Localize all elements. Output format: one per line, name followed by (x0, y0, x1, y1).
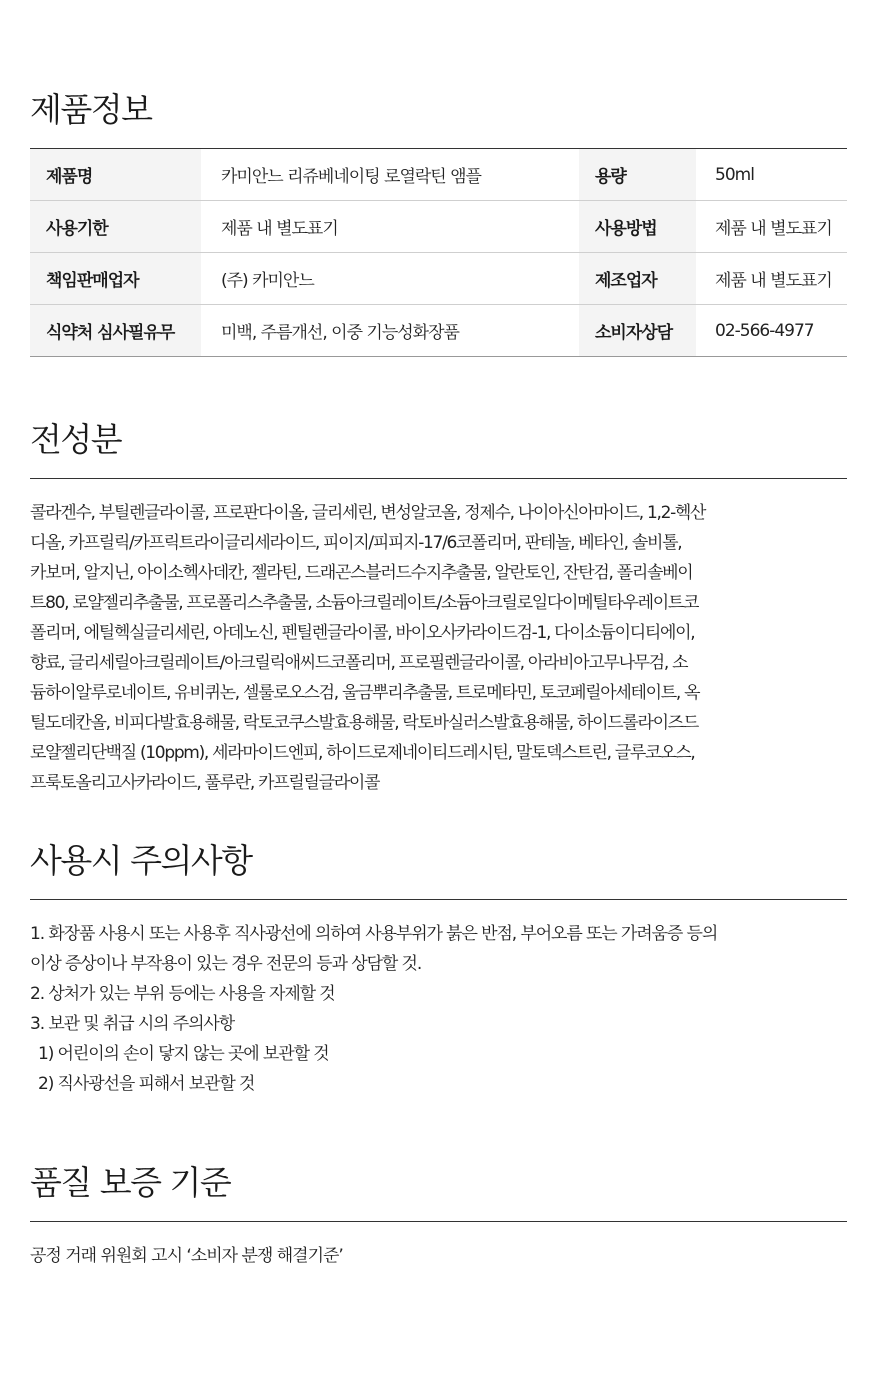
quality-text: 공정 거래 위원회 고시 ‘소비자 분쟁 해결기준’ (30, 1246, 343, 1266)
quality-divider (30, 1221, 847, 1222)
quality-title: 품질 보증 기준 (30, 1163, 231, 1202)
ingredients-line: 트80, 로얄젤리추출물, 프로폴리스추출물, 소듐아크릴레이트/소듐아크릴로일다이메틸타우레이트코 (30, 593, 699, 613)
ingredients-line: 폴리머, 에틸헥실글리세린, 아데노신, 펜틸렌글라이콜, 바이오사카라이드검-1, 다이소듐이디티에이, (30, 623, 695, 643)
caution-line: 이상 증상이나 부작용이 있는 경우 전문의 등과 상담할 것. (30, 954, 422, 974)
cautions-divider (30, 899, 847, 900)
ingredients-line: 듐하이알루로네이트, 유비퀴논, 셀룰로오스검, 울금뿌리추출물, 트로메타민, 토코페릴아세테이트, 옥 (30, 683, 700, 703)
cautions-title: 사용시 주의사항 (30, 841, 252, 880)
ingredients-title: 전성분 (30, 420, 122, 459)
info-label: 제품명 (30, 149, 201, 201)
info-value: 제품 내 별도표기 (201, 201, 579, 253)
info-value: 제품 내 별도표기 (696, 253, 847, 305)
ingredients-divider (30, 478, 847, 479)
ingredients-text (30, 498, 850, 798)
info-row (30, 253, 847, 305)
ingredients-line: 디올, 카프릴릭/카프릭트라이글리세라이드, 피이지/피피지-17/6코폴리머, 판테놀, 베타인, 솔비톨, (30, 533, 682, 553)
ingredients-line: 로얄젤리단백질 (10ppm), 세라마이드엔피, 하이드로제네이티드레시틴, 말토덱스트린, 글루코오스, (30, 743, 695, 763)
info-label: 소비자상담 (579, 305, 696, 357)
info-label: 제조업자 (579, 253, 696, 305)
info-label: 책임판매업자 (30, 253, 201, 305)
info-label: 사용기한 (30, 201, 201, 253)
ingredients-line: 향료, 글리세릴아크릴레이트/아크릴릭애씨드코폴리머, 프로필렌글라이콜, 아라비아고무나무검, 소 (30, 653, 688, 673)
info-value: (주) 카미안느 (201, 253, 579, 305)
caution-line: 2) 직사광선을 피해서 보관할 것 (38, 1074, 255, 1094)
info-value: 02-566-4977 (696, 305, 847, 357)
info-row (30, 149, 847, 201)
ingredients-line: 카보머, 알지닌, 아이소헥사데칸, 젤라틴, 드래곤스블러드수지추출물, 알란토인, 잔탄검, 폴리솔베이 (30, 563, 693, 583)
info-label: 사용방법 (579, 201, 696, 253)
ingredients-line: 콜라겐수, 부틸렌글라이콜, 프로판다이올, 글리세린, 변성알코올, 정제수, 나이아신아마이드, 1,2-헥산 (30, 503, 706, 523)
product-info-table (30, 148, 847, 357)
info-value: 카미안느 리쥬베네이팅 로열락틴 앰플 (201, 149, 579, 201)
info-value: 50ml (696, 149, 847, 201)
caution-line: 2. 상처가 있는 부위 등에는 사용을 자제할 것 (30, 984, 335, 1004)
ingredients-line: 틸도데칸올, 비피다발효용해물, 락토코쿠스발효용해물, 락토바실러스발효용해물, 하이드롤라이즈드 (30, 713, 698, 733)
caution-line: 1. 화장품 사용시 또는 사용후 직사광선에 의하여 사용부위가 붉은 반점, 부어오름 또는 가려움증 등의 (30, 924, 718, 944)
info-label: 용량 (579, 149, 696, 201)
caution-line: 1) 어린이의 손이 닿지 않는 곳에 보관할 것 (38, 1044, 329, 1064)
caution-line: 3. 보관 및 취급 시의 주의사항 (30, 1014, 235, 1034)
product-info-title: 제품정보 (30, 90, 152, 129)
ingredients-line: 프룩토올리고사카라이드, 풀루란, 카프릴릴글라이콜 (30, 773, 380, 793)
info-label: 식약처 심사필유무 (30, 305, 201, 357)
info-value: 미백, 주름개선, 이중 기능성화장품 (201, 305, 579, 357)
info-row (30, 201, 847, 253)
info-row (30, 305, 847, 357)
info-value: 제품 내 별도표기 (696, 201, 847, 253)
cautions-list (30, 919, 847, 1099)
